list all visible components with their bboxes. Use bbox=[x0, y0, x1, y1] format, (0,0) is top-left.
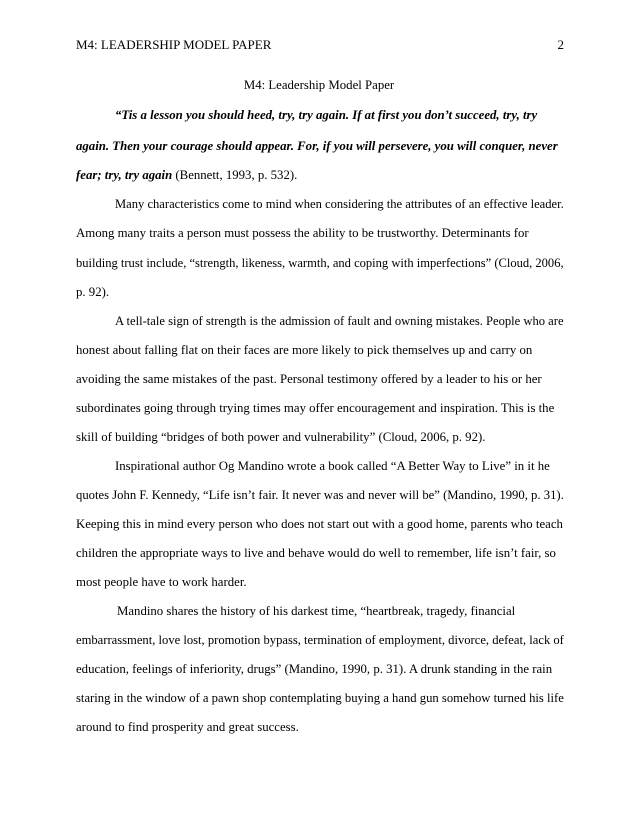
paragraph-1-line-2: Among many traits a person must possess the ability to be trustworthy. Determinants for bbox=[76, 226, 529, 240]
paragraph-2-line-5: skill of building “bridges of both power and vulnerability” (Cloud, 2006, p. 92). bbox=[76, 430, 486, 444]
paragraph-4-line-2: embarrassment, love lost, promotion bypass, termination of employment, divorce, defeat, lack of bbox=[76, 633, 564, 647]
paragraph-1-line-4: p. 92). bbox=[76, 285, 110, 299]
paragraph-3-line-1: Inspirational author Og Mandino wrote a book called “A Better Way to Live” in it he bbox=[115, 459, 550, 473]
paragraph-3-line-5: most people have to work harder. bbox=[76, 575, 247, 589]
running-head-title: M4: LEADERSHIP MODEL PAPER bbox=[76, 37, 272, 52]
paragraph-1-line-3: building trust include, “strength, likeness, warmth, and coping with imperfections” (Cloud, 2006, bbox=[76, 256, 564, 270]
epigraph-emphasis: fear; try, try again bbox=[76, 168, 173, 182]
paragraph-3-line-4: children the appropriate ways to live and behave would do well to remember, life isn’t fair, so bbox=[76, 546, 556, 560]
paragraph-4-line-5: around to find prosperity and great success. bbox=[76, 720, 299, 734]
paragraph-2-line-1: A tell-tale sign of strength is the admission of fault and owning mistakes. People who are bbox=[115, 314, 564, 328]
epigraph-line-1: “Tis a lesson you should heed, try, try again. If at first you don’t succeed, try, try bbox=[115, 108, 538, 122]
paragraph-4-line-1: Mandino shares the history of his darkest time, “heartbreak, tragedy, financial bbox=[117, 604, 516, 618]
epigraph-line-2: again. Then your courage should appear. For, if you will persevere, you will conquer, never bbox=[76, 139, 558, 153]
page-number: 2 bbox=[557, 37, 564, 52]
paragraph-3-line-3: Keeping this in mind every person who does not start out with a good home, parents who teach bbox=[76, 517, 563, 531]
paragraph-3-line-2: quotes John F. Kennedy, “Life isn’t fair. It never was and never will be” (Mandino, 1990, p. 31). bbox=[76, 488, 564, 502]
paragraph-2-line-3: avoiding the same mistakes of the past. Personal testimony offered by a leader to his or her bbox=[76, 372, 542, 386]
epigraph-line-3 bbox=[76, 167, 297, 183]
paragraph-2-line-4: subordinates going through trying times may offer encouragement and inspiration. This is the bbox=[76, 401, 555, 415]
paragraph-1-line-1: Many characteristics come to mind when considering the attributes of an effective leader. bbox=[115, 197, 564, 211]
paragraph-4-line-3: education, feelings of inferiority, drugs” (Mandino, 1990, p. 31). A drunk standing in the rain bbox=[76, 662, 553, 676]
paper-title: M4: Leadership Model Paper bbox=[243, 78, 395, 92]
running-head bbox=[76, 37, 564, 53]
paragraph-4-line-4: staring in the window of a pawn shop contemplating buying a hand gun somehow turned his life bbox=[76, 691, 564, 705]
epigraph-citation: (Bennett, 1993, p. 532). bbox=[172, 168, 298, 182]
paragraph-2-line-2: honest about falling flat on their faces are more likely to pick themselves up and carry on bbox=[76, 343, 533, 357]
